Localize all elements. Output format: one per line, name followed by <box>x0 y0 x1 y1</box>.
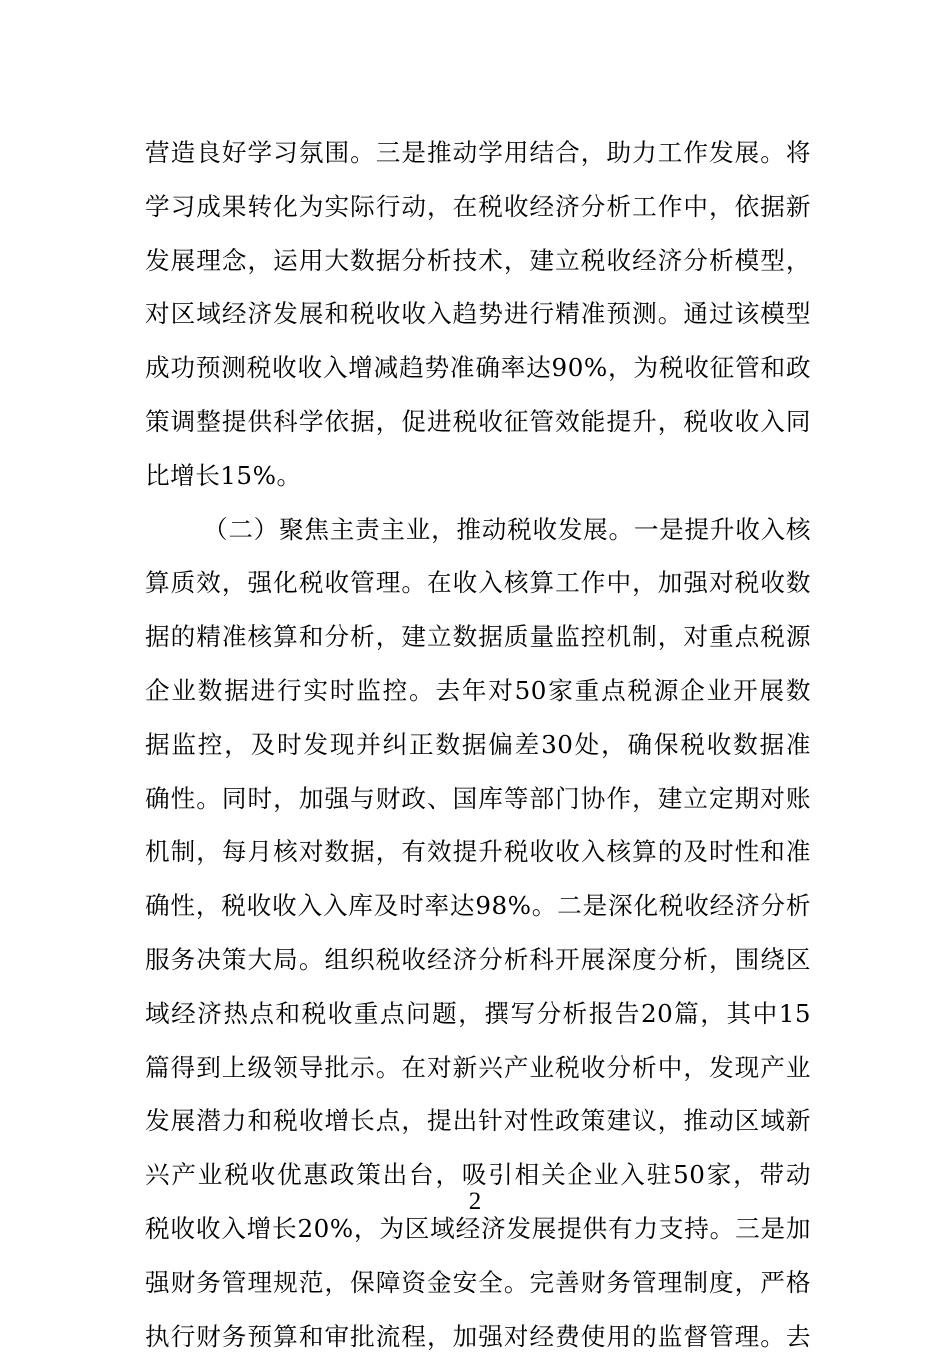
text-line: 对区域经济发展和税收收入趋势进行精准预测。通过该模型 <box>145 299 811 329</box>
text-line: 成功预测税收收入增减趋势准确率达90%，为税收征管和政 <box>145 353 811 383</box>
text-line: 营造良好学习氛围。三是推动学用结合，助力工作发展。将 <box>145 138 811 167</box>
text-line: 确性，税收收入入库及时率达98%。二是深化税收经济分析 <box>145 891 811 921</box>
text-line: 服务决策大局。组织税收经济分析科开展深度分析，围绕区 <box>145 944 811 974</box>
body-text <box>145 126 811 1363</box>
text-line: 篇得到上级领导批示。在对新兴产业税收分析中，发现产业 <box>145 1052 811 1082</box>
text-line: 比增长15%。 <box>145 460 302 490</box>
text-line: 据监控，及时发现并纠正数据偏差30处，确保税收数据准 <box>145 729 811 759</box>
text-line: 企业数据进行实时监控。去年对50家重点税源企业开展数 <box>145 675 811 705</box>
text-line: 执行财务预算和审批流程，加强对经费使用的监督管理。去 <box>145 1321 811 1351</box>
section-heading-line: （二）聚焦主责主业，推动税收发展。一是提升收入核 <box>203 514 811 544</box>
text-line: 兴产业税收优惠政策出台，吸引相关企业入驻50家，带动 <box>145 1160 811 1190</box>
text-line: 发展潜力和税收增长点，提出针对性政策建议，推动区域新 <box>145 1106 811 1136</box>
text-line: 算质效，强化税收管理。在收入核算工作中，加强对税收数 <box>145 568 811 598</box>
text-line: 强财务管理规范，保障资金安全。完善财务管理制度，严格 <box>145 1267 811 1297</box>
text-line: 据的精准核算和分析，建立数据质量监控机制，对重点税源 <box>145 622 811 652</box>
text-line: 学习成果转化为实际行动，在税收经济分析工作中，依据新 <box>145 191 811 221</box>
text-line: 机制，每月核对数据，有效提升税收收入核算的及时性和准 <box>145 837 811 867</box>
text-line: 税收收入增长20%，为区域经济发展提供有力支持。三是加 <box>145 1213 811 1243</box>
paragraph-1 <box>145 126 811 503</box>
paragraph-2 <box>145 503 811 1363</box>
text-line: 确性。同时，加强与财政、国库等部门协作，建立定期对账 <box>145 783 811 813</box>
text-line: 策调整提供科学依据，促进税收征管效能提升，税收收入同 <box>145 406 811 436</box>
page-number: 2 <box>468 1188 482 1215</box>
text-line: 发展理念，运用大数据分析技术，建立税收经济分析模型， <box>145 245 811 275</box>
text-line: 域经济热点和税收重点问题，撰写分析报告20篇，其中15 <box>145 998 811 1028</box>
